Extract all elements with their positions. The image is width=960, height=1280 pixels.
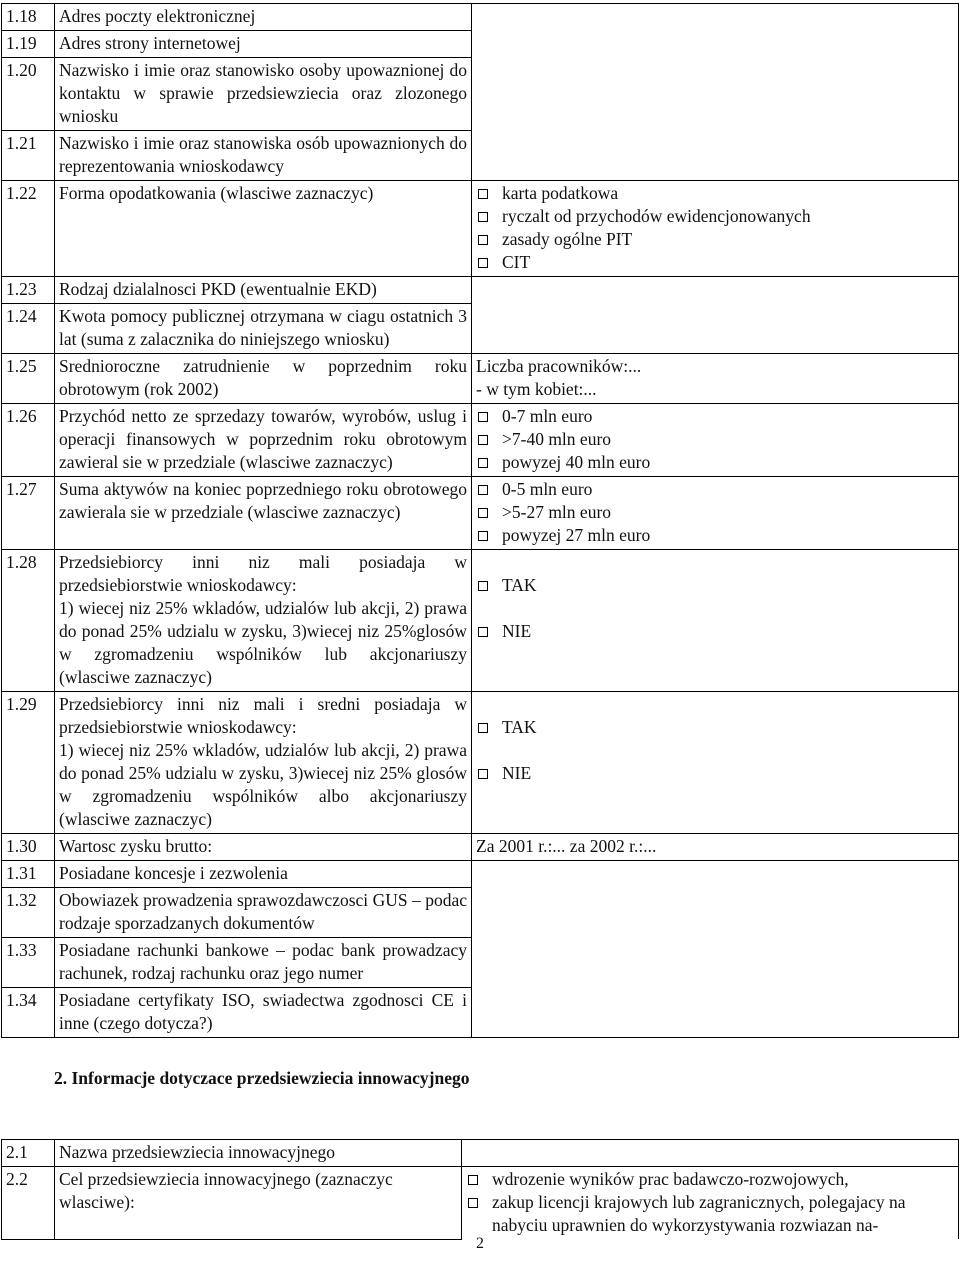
table-row	[2, 477, 959, 550]
non-sme-owners-options	[472, 692, 959, 834]
answer-cell[interactable]	[462, 1140, 959, 1167]
checkbox[interactable]	[478, 435, 488, 445]
option-label: wdrozenie wyników prac badawczo-rozwojowych,	[492, 1169, 849, 1189]
checkbox[interactable]	[478, 258, 488, 268]
table-row	[2, 692, 959, 834]
row-number: 1.26	[2, 404, 55, 477]
row-number: 1.19	[2, 31, 55, 58]
row-label: Forma opodatkowania (wlasciwe zaznaczyc)	[55, 181, 472, 277]
project-info-table	[1, 1139, 959, 1240]
row-label: Adres strony internetowej	[55, 31, 472, 58]
table-row	[2, 404, 959, 477]
row-number: 1.34	[2, 988, 55, 1038]
checkbox[interactable]	[468, 1198, 478, 1208]
option-label: >7-40 mln euro	[502, 429, 612, 449]
row-label: Kwota pomocy publicznej otrzymana w ciagu ostatnich 3 lat (suma z zalacznika do niniejszego wniosku)	[55, 304, 472, 354]
checkbox[interactable]	[468, 1175, 478, 1185]
revenue-options	[472, 404, 959, 477]
option-label: TAK	[502, 717, 537, 737]
project-goal-options	[462, 1167, 959, 1240]
table-row	[2, 861, 959, 888]
option-label: ryczalt od przychodów ewidencjonowanych	[502, 206, 811, 226]
gross-profit-answer[interactable]: Za 2001 r.:... za 2002 r.:...	[472, 834, 959, 861]
table-row	[2, 277, 959, 304]
option-label: NIE	[502, 763, 532, 783]
row-number: 1.30	[2, 834, 55, 861]
row-label: Posiadane rachunki bankowe – podac bank prowadzacy rachunek, rodzaj rachunku oraz jego numer	[55, 938, 472, 988]
women-count-line: - w tym kobiet:...	[476, 379, 597, 399]
table-row	[2, 354, 959, 404]
table-row	[2, 834, 959, 861]
checkbox[interactable]	[478, 581, 488, 591]
checkbox[interactable]	[478, 458, 488, 468]
table-row	[2, 1167, 959, 1240]
checkbox[interactable]	[478, 627, 488, 637]
checkbox[interactable]	[478, 531, 488, 541]
answer-cell[interactable]	[472, 277, 959, 354]
row-label: Nazwa przedsiewziecia innowacyjnego	[55, 1140, 462, 1167]
row-label: Srednioroczne zatrudnienie w poprzednim roku obrotowym (rok 2002)	[55, 354, 472, 404]
row-number: 1.31	[2, 861, 55, 888]
assets-options	[472, 477, 959, 550]
row-label: Przychód netto ze sprzedazy towarów, wyrobów, uslug i operacji finansowych w poprzednim roku obrotowym zawieral sie w przedziale (wlasciwe zaznaczyc)	[55, 404, 472, 477]
option-label: >5-27 mln euro	[502, 502, 612, 522]
row-number: 2.1	[2, 1140, 55, 1167]
table-row	[2, 181, 959, 277]
page-number: 2	[476, 1235, 484, 1252]
option-label: TAK	[502, 575, 537, 595]
row-label	[55, 692, 472, 834]
option-label: CIT	[502, 252, 531, 272]
row-number: 1.18	[2, 4, 55, 31]
option-label: powyzej 40 mln euro	[502, 452, 651, 472]
row-number: 2.2	[2, 1167, 55, 1240]
option-label: NIE	[502, 621, 532, 641]
employees-count-line: Liczba pracowników:...	[476, 356, 642, 376]
row-label: Obowiazek prowadzenia sprawozdawczosci GUS – podac rodzaje sporzadzanych dokumentów	[55, 888, 472, 938]
table-row	[2, 1140, 959, 1167]
row-label: Suma aktywów na koniec poprzedniego roku obrotowego zawierala sie w przedziale (wlasciwe zaznaczyc)	[55, 477, 472, 550]
option-label: 0-7 mln euro	[502, 406, 593, 426]
row-label-line: Przedsiebiorcy inni niz mali posiadaja w przedsiebiorstwie wnioskodawcy:	[59, 552, 467, 595]
row-label-detail: 1) wiecej niz 25% wkladów, udzialów lub akcji, 2) prawa do ponad 25% udzialu w zysku, 3)wiecej niz 25% glosów w zgromadzeniu wspólników albo akcjonariuszy (wlasciwe zaznaczyc)	[59, 740, 467, 829]
option-label: karta podatkowa	[502, 183, 619, 203]
option-label: powyzej 27 mln euro	[502, 525, 651, 545]
row-label-detail: 1) wiecej niz 25% wkladów, udzialów lub akcji, 2) prawa do ponad 25% udzialu w zysku, 3)wiecej niz 25%glosów w zgromadzeniu wspólników lub akcjonariuszy (wlasciwe zaznaczyc)	[59, 598, 467, 687]
row-label: Nazwisko i imie oraz stanowiska osób upowaznionych do reprezentowania wnioskodawcy	[55, 131, 472, 181]
row-number: 1.25	[2, 354, 55, 404]
row-label: Wartosc zysku brutto:	[55, 834, 472, 861]
tax-form-options	[472, 181, 959, 277]
checkbox[interactable]	[478, 212, 488, 222]
answer-cell[interactable]	[472, 4, 959, 181]
large-owners-options	[472, 550, 959, 692]
row-label	[55, 550, 472, 692]
row-number: 1.22	[2, 181, 55, 277]
row-number: 1.23	[2, 277, 55, 304]
table-row	[2, 550, 959, 692]
table-row	[2, 4, 959, 31]
row-number: 1.20	[2, 58, 55, 131]
row-label: Rodzaj dzialalnosci PKD (ewentualnie EKD)	[55, 277, 472, 304]
row-number: 1.27	[2, 477, 55, 550]
checkbox[interactable]	[478, 235, 488, 245]
checkbox[interactable]	[478, 769, 488, 779]
row-number: 1.28	[2, 550, 55, 692]
row-label: Posiadane certyfikaty ISO, swiadectwa zgodnosci CE i inne (czego dotycza?)	[55, 988, 472, 1038]
row-label: Cel przedsiewziecia innowacyjnego (zaznaczyc wlasciwe):	[55, 1167, 462, 1240]
row-number: 1.29	[2, 692, 55, 834]
row-number: 1.32	[2, 888, 55, 938]
row-label: Adres poczty elektronicznej	[55, 4, 472, 31]
row-label: Posiadane koncesje i zezwolenia	[55, 861, 472, 888]
option-label: 0-5 mln euro	[502, 479, 593, 499]
row-label-line: Przedsiebiorcy inni niz mali i sredni posiadaja w przedsiebiorstwie wnioskodawcy:	[59, 694, 467, 737]
company-info-table	[1, 3, 959, 1038]
option-label: zasady ogólne PIT	[502, 229, 633, 249]
row-number: 1.33	[2, 938, 55, 988]
section-title: 2. Informacje dotyczace przedsiewziecia innowacyjnego	[54, 1068, 470, 1088]
answer-cell[interactable]	[472, 861, 959, 1038]
row-label: Nazwisko i imie oraz stanowisko osoby upowaznionej do kontaktu w sprawie przedsiewziecia oraz zlozonego wniosku	[55, 58, 472, 131]
checkbox[interactable]	[478, 508, 488, 518]
employment-answer[interactable]	[472, 354, 959, 404]
checkbox[interactable]	[478, 485, 488, 495]
checkbox[interactable]	[478, 189, 488, 199]
row-number: 1.24	[2, 304, 55, 354]
option-label: zakup licencji krajowych lub zagranicznych, polegajacy na nabyciu uprawnien do wykorzystywania rozwiazan na-	[492, 1192, 906, 1235]
checkbox[interactable]	[478, 723, 488, 733]
row-number: 1.21	[2, 131, 55, 181]
checkbox[interactable]	[478, 412, 488, 422]
